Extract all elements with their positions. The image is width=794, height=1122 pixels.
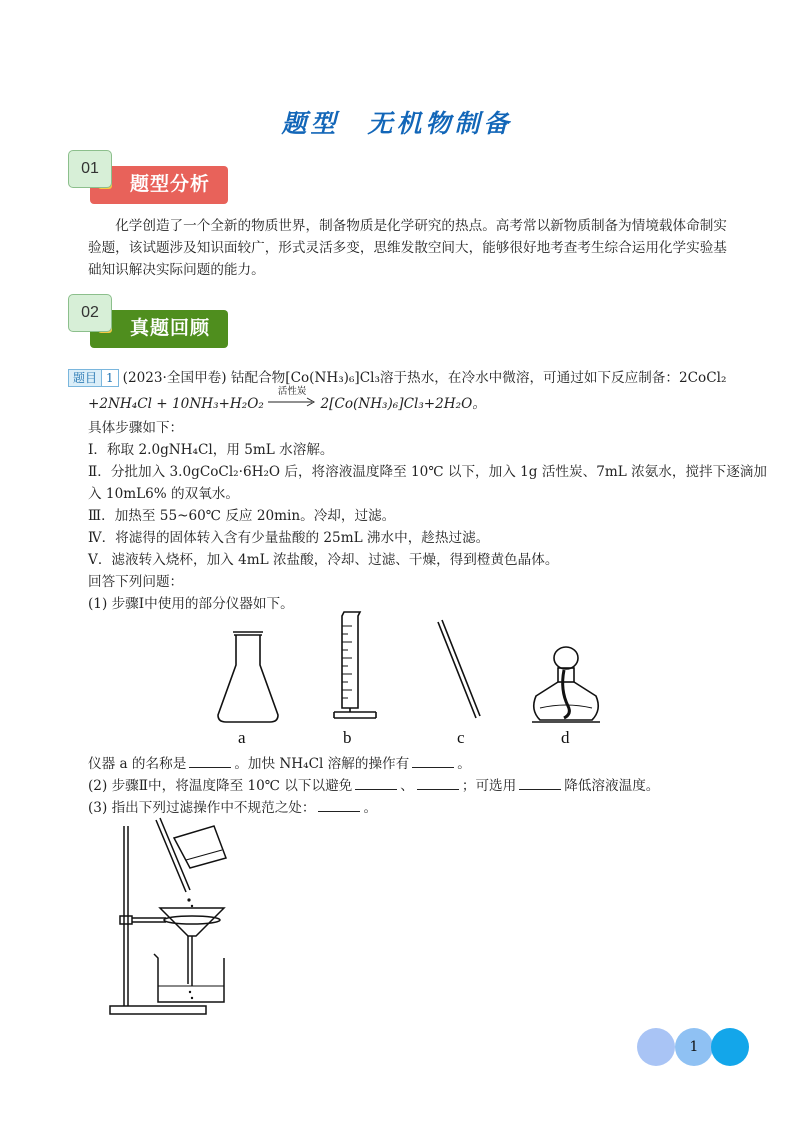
- glass-rod-icon: [438, 620, 480, 718]
- reaction-arrow: [268, 386, 316, 409]
- sub-question-1-blanks: 仪器 a 的名称是 。加快 NH₄Cl 溶解的操作有 。: [88, 756, 471, 772]
- intro-paragraph: 化学创造了一个全新的物质世界，制备物质是化学研究的热点。高考常以新物质制备为情境载体命制实验题，该试题涉及知识面较广，形式灵活多变，思维发散空间大，能够很好地考查考生综合运用化学实验基础知识解决实际问题的能力。: [88, 218, 727, 278]
- question-number: 1: [102, 369, 119, 387]
- step-4: Ⅳ．将滤得的固体转入含有少量盐酸的 25mL 沸水中，趁热过滤。: [88, 530, 490, 546]
- question-equation: +2NH₄Cl + 10NH₃+H₂O₂ 活性炭 2[Co(NH₃)₆]Cl₃+2H₂O。: [88, 392, 486, 412]
- answer-prompt: 回答下列问题：: [88, 574, 184, 590]
- beaker-icon: [154, 954, 224, 1002]
- answer-blank[interactable]: [318, 799, 360, 812]
- catalyst-label: 活性炭: [277, 386, 307, 397]
- page-number: 1: [689, 1039, 699, 1055]
- apparatus-figure: [210, 610, 620, 728]
- question-stem: 钴配合物[Co(NH₃)₆]Cl₃溶于热水，在冷水中微溶，可通过如下反应制备：2CoCl₂: [230, 370, 727, 386]
- clamp-icon: [120, 916, 132, 924]
- label-d: d: [561, 728, 570, 747]
- filtration-setup-figure: [108, 816, 258, 1022]
- question-tag: 题目: [68, 369, 102, 387]
- alcohol-lamp-icon: [532, 647, 600, 722]
- conical-flask-icon: [218, 632, 278, 722]
- page-dot-left: [637, 1028, 675, 1066]
- sub-question-3: (3) 指出下列过滤操作中不规范之处： 。: [88, 800, 378, 816]
- label-a: a: [238, 728, 246, 747]
- glass-rod-icon: [156, 820, 186, 892]
- section-label: 真题回顾: [130, 318, 211, 339]
- steps-intro: 具体步骤如下：: [88, 420, 184, 436]
- page-dot-right: [711, 1028, 749, 1066]
- question-source: (2023·全国甲卷): [122, 370, 227, 386]
- answer-blank[interactable]: [519, 777, 561, 790]
- answer-blank[interactable]: [412, 755, 454, 768]
- step-1: Ⅰ．称取 2.0gNH₄Cl，用 5mL 水溶解。: [88, 442, 334, 458]
- section-number: 01: [68, 150, 112, 188]
- sub-question-2: (2) 步骤Ⅱ中，将温度降至 10℃ 以下以避免 、 ；可选用 降低溶液温度。: [88, 778, 660, 794]
- section-number: 02: [68, 294, 112, 332]
- sub-question-1: (1) 步骤Ⅰ中使用的部分仪器如下。: [88, 596, 294, 612]
- step-3: Ⅲ．加热至 55~60℃ 反应 20min。冷却，过滤。: [88, 508, 396, 524]
- label-b: b: [343, 728, 352, 747]
- section-header-analysis: [68, 150, 228, 210]
- step-2-line2: 入 10mL6% 的双氧水。: [88, 486, 239, 502]
- page-dot-mid: [675, 1028, 713, 1066]
- answer-blank[interactable]: [189, 755, 231, 768]
- stand-base: [110, 1006, 206, 1014]
- pouring-beaker-icon: [174, 826, 226, 868]
- page-title: 题型 无机物制备: [281, 109, 513, 138]
- graduated-cylinder-icon: [334, 612, 376, 718]
- section-header-review: [68, 294, 228, 354]
- step-5: Ⅴ．滤液转入烧杯，加入 4mL 浓盐酸，冷却、过滤、干燥，得到橙黄色晶体。: [88, 552, 559, 568]
- question-stem-line1: [68, 366, 726, 387]
- step-2-line1: Ⅱ．分批加入 3.0gCoCl₂·6H₂O 后，将溶液温度降至 10℃ 以下，加入 1g 活性炭、7mL 浓氨水，搅拌下逐滴加: [88, 464, 768, 480]
- answer-blank[interactable]: [417, 777, 459, 790]
- answer-blank[interactable]: [355, 777, 397, 790]
- section-label: 题型分析: [130, 174, 211, 195]
- label-c: c: [457, 728, 465, 747]
